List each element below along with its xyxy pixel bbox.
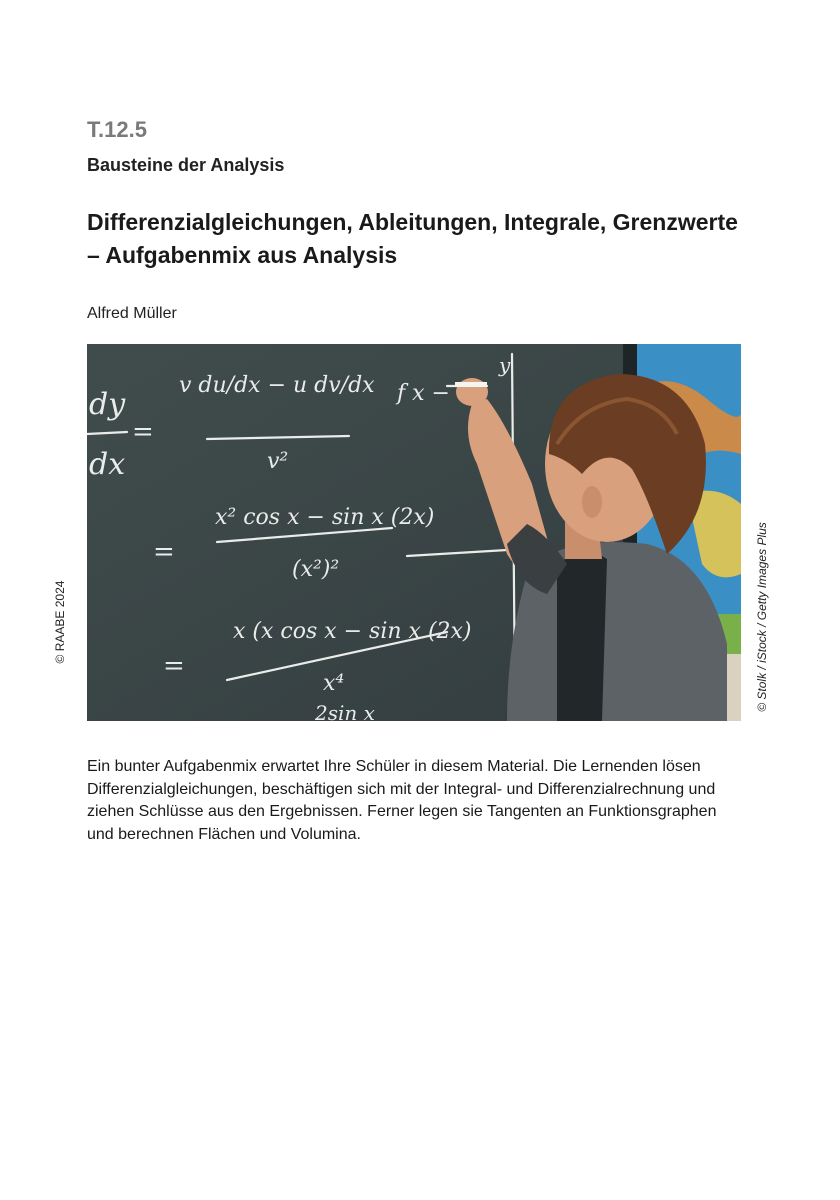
chalk-y-axis: y bbox=[499, 353, 511, 377]
chalk-denominator-3: x⁴ bbox=[323, 671, 345, 696]
author: Alfred Müller bbox=[87, 305, 177, 322]
chalk-numerator-2: x² cos x − sin x (2x) bbox=[215, 505, 435, 530]
copyright-raabe: © RAABE 2024 bbox=[53, 580, 67, 664]
material-code: T.12.5 bbox=[87, 117, 147, 142]
chalk-eq-3: = bbox=[163, 651, 185, 681]
chalk-bottom: 2sin x bbox=[315, 701, 375, 721]
chalk-numerator-3: x (x cos x − sin x (2x) bbox=[233, 619, 472, 644]
chalk-numerator-1: v du/dx − u dv/dx bbox=[179, 373, 375, 398]
chalk-eq-2: = bbox=[153, 537, 175, 567]
chalk-fx: f x − bbox=[397, 381, 450, 406]
chalk-denominator-2: (x²)² bbox=[292, 557, 340, 582]
cover-photo bbox=[87, 344, 741, 721]
chalk-dx: dx bbox=[89, 447, 126, 482]
chalk-eq-1: = bbox=[132, 417, 154, 447]
description: Ein bunter Aufgabenmix erwartet Ihre Schüler in diesem Material. Die Lernenden lösen Differenzialgleichungen, beschäftigen sich mit der Integral- und Differenzialrechnung und ziehen Schlüsse aus den Ergebnissen. Ferner legen sie Tangenten an Funktionsgraphen und berechnen Flächen und Volumina. bbox=[87, 758, 717, 843]
chalk-dy: dy bbox=[89, 387, 126, 422]
chalk-denominator-1: v² bbox=[267, 449, 289, 474]
page-title: Differenzialgleichungen, Ableitungen, Integrale, Grenzwerte – Aufgabenmix aus Analysis bbox=[87, 209, 738, 268]
photo-credit: © Stolk / iStock / Getty Images Plus bbox=[755, 522, 769, 712]
series-title: Bausteine der Analysis bbox=[87, 155, 285, 175]
